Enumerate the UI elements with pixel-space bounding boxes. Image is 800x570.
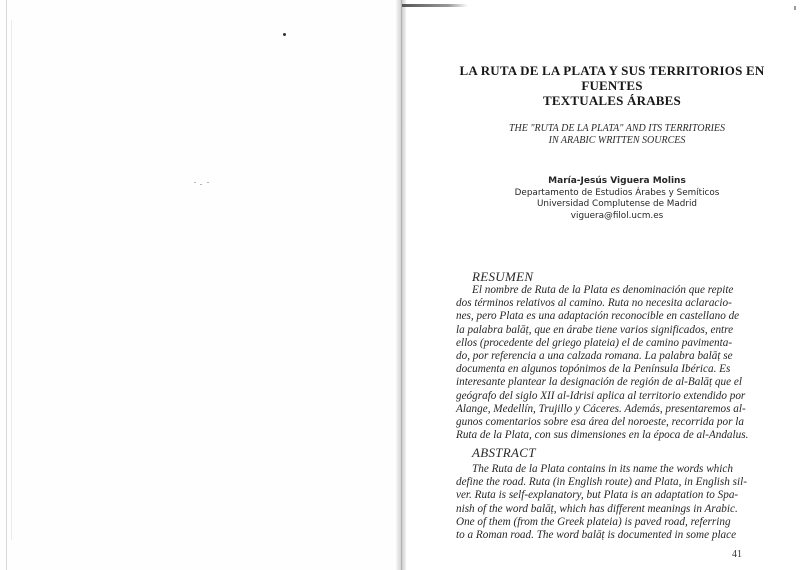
text-line: do, por referencia a una calzada romana. La palabra balāṭ se xyxy=(456,350,733,363)
text-line: El nombre de Ruta de la Plata es denominación que repite xyxy=(472,284,734,296)
subtitle-line: IN ARABIC WRITTEN SOURCES xyxy=(548,135,686,146)
resumen-paragraph xyxy=(456,284,752,442)
text-line: documenta en algunos topónimos de la Península Ibérica. Es xyxy=(456,363,731,376)
text-line: Ruta de la Plata, con sus dimensiones en la época de al-Andalus. xyxy=(456,429,749,442)
page-edge-line xyxy=(6,0,7,570)
text-line: dos términos relativos al camino. Ruta no necesita aclaracio- xyxy=(456,297,732,310)
author-department: Departamento de Estudios Árabes y Semíticos xyxy=(514,187,720,198)
text-line: One of them (from the Greek plateia) is paved road, referring xyxy=(456,515,731,528)
text-line: nes, pero Plata es una adaptación reconocible en castellano de xyxy=(456,310,740,323)
author-university: Universidad Complutense de Madrid xyxy=(536,199,697,210)
faint-mark xyxy=(194,182,196,183)
author-name: María-Jesús Viguera Molins xyxy=(548,176,686,186)
abstract-paragraph xyxy=(456,463,752,542)
text-line: to a Roman road. The word balāṭ is documented in some place xyxy=(456,529,737,542)
author-block xyxy=(472,176,762,222)
text-line: ellos (procedente del griego plateia) el de camino pavimenta- xyxy=(456,336,733,349)
title-line: TEXTUALES ÁRABES xyxy=(543,93,681,108)
text-line: gunos comentarios sobre esa área del noroeste, recorrida por la xyxy=(456,416,744,429)
gutter-line xyxy=(401,0,402,570)
article-title xyxy=(442,63,782,108)
title-line: LA RUTA DE LA PLATA Y SUS TERRITORIOS EN FUENTES xyxy=(459,63,765,93)
faint-mark xyxy=(200,184,202,185)
text-line: interesante plantear la designación de región de al-Balāṭ que el xyxy=(456,376,742,389)
author-email: viguera@filol.ucm.es xyxy=(570,210,664,221)
text-line: ver. Ruta is self-explanatory, but Plata is an adaptation to Spa- xyxy=(456,489,739,502)
article-subtitle xyxy=(472,123,762,147)
text-line: Alange, Medellín, Trujillo y Cáceres. Además, presentaremos al- xyxy=(456,402,746,415)
text-line: geógrafo del siglo XII al-Idrisi aplica al territorio extendido por xyxy=(456,389,746,402)
abstract-heading: ABSTRACT xyxy=(472,445,536,460)
text-line: la palabra balāṭ, que en árabe tiene varios significados, entre xyxy=(456,323,734,336)
ink-speck xyxy=(283,33,286,36)
right-page xyxy=(406,0,800,570)
faint-mark xyxy=(207,182,209,183)
text-line: nish of the word balāṭ, which has different meanings in Arabic. xyxy=(456,502,738,515)
text-line: define the road. Ruta (in English route) and Plata, in English sil- xyxy=(456,476,747,489)
resumen-heading: RESUMEN xyxy=(472,269,534,284)
page-edge-line xyxy=(11,20,12,540)
subtitle-line: THE "RUTA DE LA PLATA" AND ITS TERRITORIES xyxy=(508,123,726,134)
page-number: 41 xyxy=(732,549,742,560)
text-line: The Ruta de la Plata contains in its name the words which xyxy=(472,463,733,475)
